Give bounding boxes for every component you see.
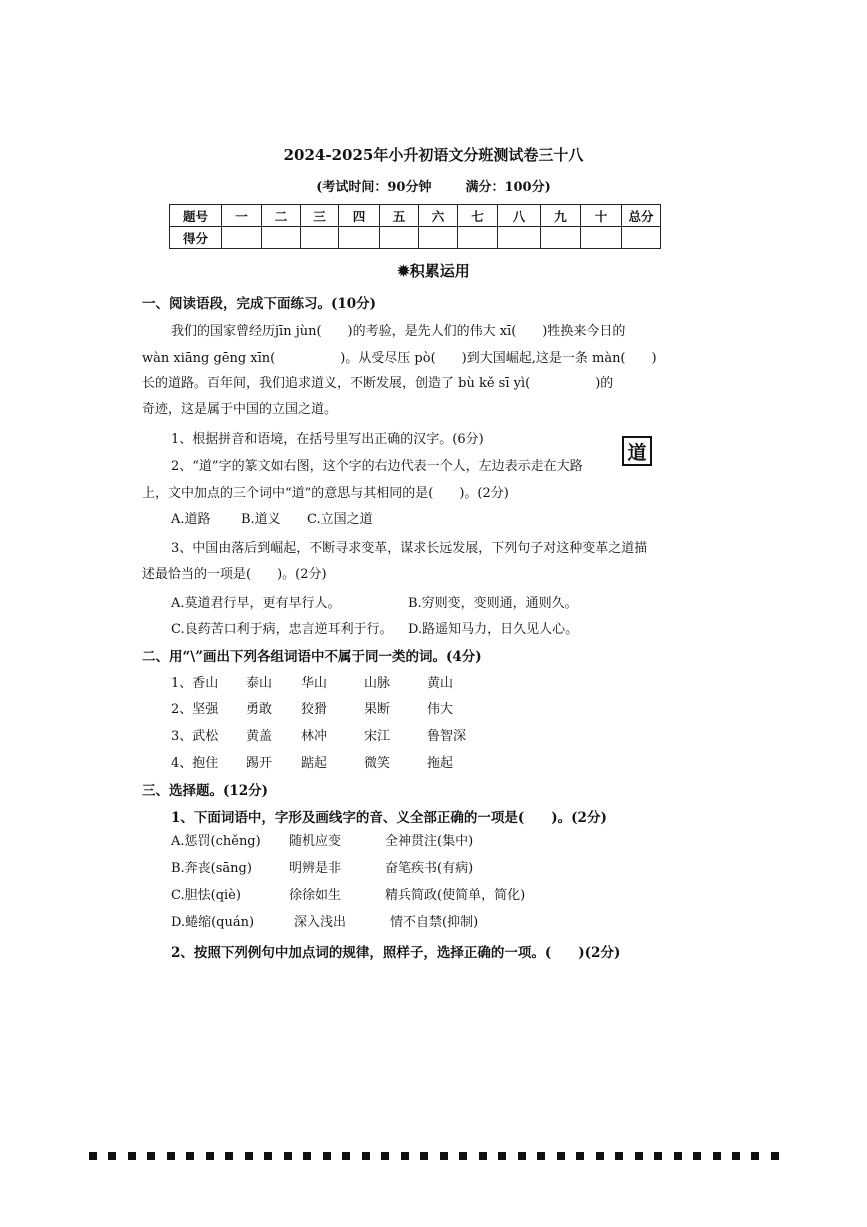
option-word: 徐徐如生: [289, 888, 342, 903]
word[interactable]: 踢开: [246, 756, 273, 771]
score-input-cell[interactable]: [339, 227, 380, 249]
option-word: 明辨是非: [289, 861, 342, 876]
word[interactable]: 踮起: [301, 756, 328, 771]
score-table-cell: 总分: [622, 205, 661, 227]
word[interactable]: 山脉: [364, 676, 391, 691]
score-input-cell[interactable]: [498, 227, 541, 249]
option-d: D.路遥知马力，日久见人心。: [408, 622, 579, 637]
option-word: 奋笔疾书(有病): [385, 861, 474, 876]
option-b: B.穷则变，变则通，通则久。: [408, 596, 578, 611]
q1-passage-line: wàn xiāng gēng xīn( )。从受尽压 pò( )到大国崛起,这是一条 màn( ): [142, 351, 657, 366]
score-input-cell[interactable]: [458, 227, 498, 249]
option-a: A.道路: [171, 512, 211, 527]
exam-title: 2024-2025年小升初语文分班测试卷三十八: [283, 146, 584, 164]
q1-sub1: 1、根据拼音和语境，在括号里写出正确的汉字。(6分): [171, 432, 484, 447]
exam-info: [0, 176, 867, 195]
option-word: 情不自禁(抑制): [390, 915, 479, 930]
q2-word-row: [171, 698, 453, 717]
option-c: C.良药苦口利于病，忠言逆耳利于行。: [171, 622, 393, 637]
q1-sub3-options-row: [171, 592, 578, 611]
score-row-label: 得分: [170, 227, 222, 249]
score-input-cell[interactable]: [419, 227, 458, 249]
q3-option-row: [171, 830, 473, 849]
q3-option-row: [171, 911, 478, 930]
q3-option-row: [171, 857, 473, 876]
option-word: A.惩罚(chěng): [171, 834, 261, 849]
word[interactable]: 黄山: [427, 676, 454, 691]
score-input-cell[interactable]: [380, 227, 419, 249]
q1-sub3-line: 述最恰当的一项是( )。(2分): [142, 567, 327, 582]
score-input-cell[interactable]: [262, 227, 301, 249]
score-table-header-row: [170, 205, 661, 227]
option-word: B.奔丧(sāng): [171, 861, 252, 876]
q1-heading: 一、阅读语段，完成下面练习。(10分): [142, 296, 377, 312]
score-table-cell: 二: [262, 205, 301, 227]
word[interactable]: 果断: [364, 702, 391, 717]
score-table: [169, 204, 661, 249]
score-table-cell: 十: [581, 205, 622, 227]
q2-word-row: [171, 672, 453, 691]
q3-sub1: 1、下面词语中，字形及画线字的音、义全部正确的一项是( )。(2分): [171, 810, 607, 826]
section-title: ✹积累运用: [397, 262, 470, 280]
q1-passage-line: 长的道路。百年间，我们追求道义，不断发展，创造了 bù kě sī yì( )的: [142, 376, 614, 391]
score-table-cell: 九: [541, 205, 581, 227]
exam-full-score: 满分：100分): [465, 180, 551, 195]
score-input-cell[interactable]: [541, 227, 581, 249]
q1-sub3-line: 3、中国由落后到崛起，不断寻求变革，谋求长远发展，下列句子对这种变革之道描: [171, 541, 648, 556]
q2-word-row: [171, 725, 466, 744]
q1-passage-line: 奇迹，这是属于中国的立国之道。: [142, 402, 338, 417]
option-word: 全神贯注(集中): [385, 834, 474, 849]
score-table-cell: 三: [301, 205, 339, 227]
score-table-cell: 八: [498, 205, 541, 227]
score-table-cell: 题号: [170, 205, 222, 227]
option-word: C.胆怯(qiè): [171, 888, 241, 903]
option-word: 精兵简政(使简单，简化): [385, 888, 526, 903]
word[interactable]: 1、香山: [171, 676, 219, 691]
word[interactable]: 黄盖: [246, 729, 273, 744]
q2-word-row: [171, 752, 453, 771]
score-input-cell[interactable]: [222, 227, 262, 249]
q3-sub2: 2、按照下列例句中加点词的规律，照样子，选择正确的一项。( )(2分): [171, 945, 621, 961]
score-input-cell[interactable]: [622, 227, 661, 249]
q1-sub3-options-row: [171, 618, 578, 637]
q1-sub2-line: 2、“道”字的篆文如右图，这个字的右边代表一个人，左边表示走在大路: [171, 459, 583, 474]
word[interactable]: 狡猾: [301, 702, 328, 717]
word[interactable]: 微笑: [364, 756, 391, 771]
q3-option-row: [171, 884, 525, 903]
word[interactable]: 泰山: [246, 676, 273, 691]
score-table-cell: 四: [339, 205, 380, 227]
q1-sub2-line: 上，文中加点的三个词中“道”的意思与其相同的是( )。(2分): [142, 486, 509, 501]
word[interactable]: 林冲: [301, 729, 328, 744]
score-table-cell: 六: [419, 205, 458, 227]
q1-passage-line: 我们的国家曾经历jīn jùn( )的考验，是先人们的伟大 xī( )牲换来今日的: [171, 324, 626, 339]
score-table-score-row: [170, 227, 661, 249]
seal-script-character-image: 道: [622, 436, 652, 466]
q2-heading: 二、用“\”画出下列各组词语中不属于同一类的词。(4分): [142, 649, 482, 665]
score-table-cell: 七: [458, 205, 498, 227]
word[interactable]: 鲁智深: [427, 729, 467, 744]
option-word: 随机应变: [289, 834, 342, 849]
q1-sub2-options: [171, 508, 373, 527]
score-table-cell: 五: [380, 205, 419, 227]
option-b: B.道义: [241, 512, 281, 527]
exam-time: (考试时间：90分钟: [316, 180, 432, 195]
word[interactable]: 3、武松: [171, 729, 219, 744]
score-table-cell: 一: [222, 205, 262, 227]
word[interactable]: 拖起: [427, 756, 454, 771]
word[interactable]: 伟大: [427, 702, 454, 717]
q3-heading: 三、选择题。(12分): [142, 783, 269, 799]
word[interactable]: 2、坚强: [171, 702, 219, 717]
option-word: 深入浅出: [294, 915, 347, 930]
option-a: A.莫道君行早，更有早行人。: [171, 596, 341, 611]
option-c: C.立国之道: [307, 512, 373, 527]
score-input-cell[interactable]: [301, 227, 339, 249]
score-input-cell[interactable]: [581, 227, 622, 249]
word[interactable]: 华山: [301, 676, 328, 691]
word[interactable]: 勇敢: [246, 702, 273, 717]
option-word: D.蜷缩(quán): [171, 915, 255, 930]
word[interactable]: 4、抱住: [171, 756, 219, 771]
word[interactable]: 宋江: [364, 729, 391, 744]
page-footer-dotted-divider: [89, 1152, 779, 1162]
